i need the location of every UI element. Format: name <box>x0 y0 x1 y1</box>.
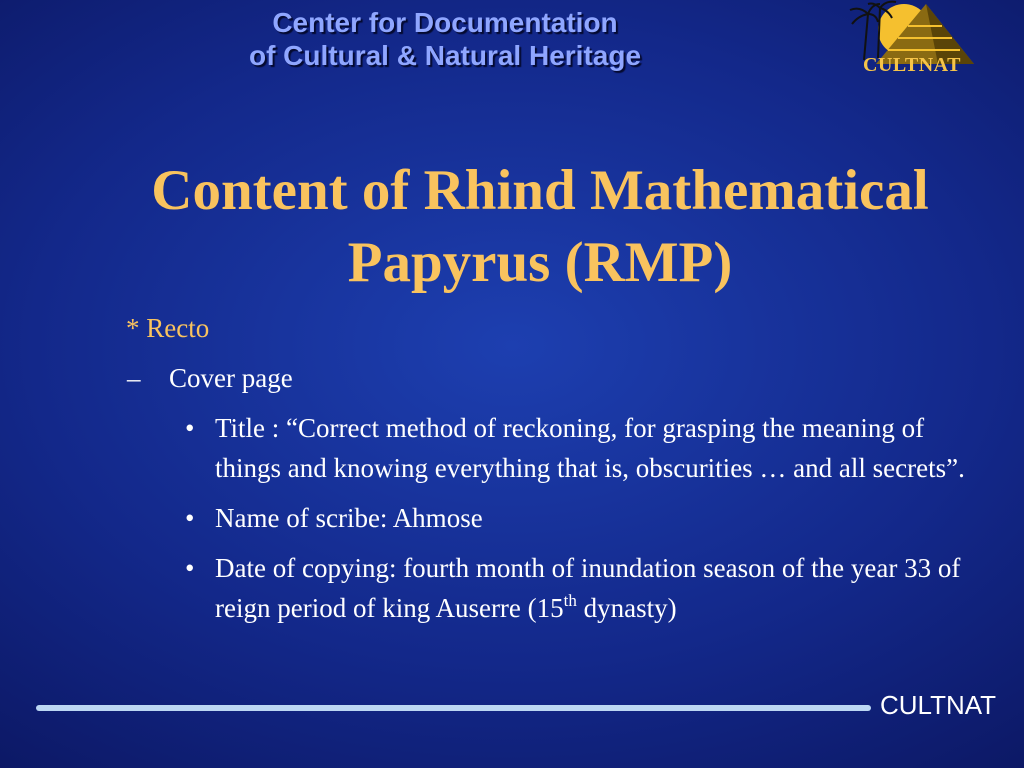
bullet-marker: • <box>185 503 195 533</box>
slide-title-line-1: Content of Rhind Mathematical <box>151 159 929 222</box>
bullet-marker: • <box>185 553 195 583</box>
header-title <box>150 6 740 72</box>
bullet-text-title: Title : “Correct method of reckoning, for grasping the meaning of things and knowing everything that is, obscurities … and all secrets”. <box>215 413 965 483</box>
header-line-1: Center for Documentation <box>272 7 618 38</box>
cover-page-item <box>127 358 293 398</box>
bullet-list <box>185 408 975 638</box>
bullet-marker: • <box>185 413 195 443</box>
footer-label: CULTNAT <box>880 690 997 720</box>
bullet-date-tail: dynasty) <box>576 593 677 623</box>
slide-title-line-2: Papyrus (RMP) <box>347 231 733 294</box>
cover-page-label: Cover page <box>169 363 293 393</box>
recto-heading: * Recto <box>126 313 210 343</box>
list-item <box>185 408 975 488</box>
footer-divider <box>36 705 871 711</box>
header-line-2: of Cultural & Natural Heritage <box>248 40 642 71</box>
list-item <box>185 548 975 628</box>
bullet-date-main: Date of copying: fourth month of inundation season of the year 33 of reign period of king Auserre (15 <box>215 553 961 623</box>
list-item <box>185 498 975 538</box>
bullet-text-scribe: Name of scribe: Ahmose <box>215 503 483 533</box>
cultnat-logo <box>842 0 982 82</box>
slide-title <box>60 155 1020 299</box>
bullet-text-date <box>215 548 975 628</box>
bullet-date-superscript: th <box>563 591 577 610</box>
logo-text: CULTNAT <box>863 54 961 76</box>
dash-marker: – <box>127 363 141 393</box>
